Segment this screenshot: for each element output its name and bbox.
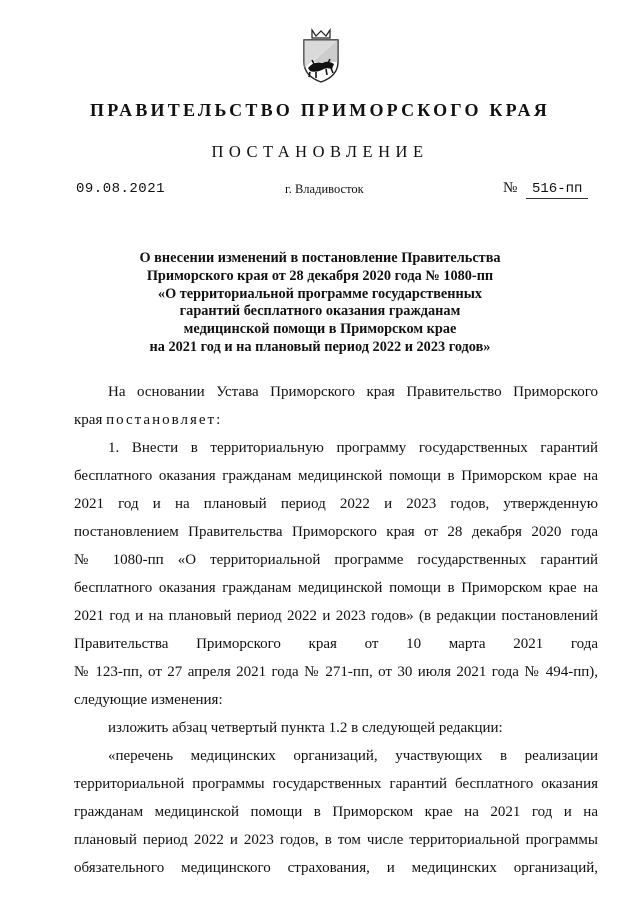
body-line: плановый период 2022 и 2023 годов, в том числе территориальной программы <box>74 832 598 848</box>
body-line: № 123-пп, от 27 апреля 2021 года № 271-пп, от 30 июля 2021 года № 494-пп), <box>74 664 598 680</box>
body-line <box>74 410 598 430</box>
document-date: 09.08.2021 <box>76 181 166 197</box>
body-line: Правительства Приморского края от 10 марта 2021 года <box>74 636 598 652</box>
document-type: ПОСТАНОВЛЕНИЕ <box>211 142 429 161</box>
body-line: бесплатного оказания гражданам медицинской помощи в Приморском крае на <box>74 580 598 596</box>
subject-line: на 2021 год и на плановый период 2022 и 2023 годов» <box>149 338 491 355</box>
body-line: 2021 год и на плановый период 2022 и 2023 годов» (в редакции постановлений <box>74 608 598 624</box>
coat-of-arms-emblem <box>300 28 342 84</box>
body-line: гражданам медицинской помощи в Приморском крае на 2021 год и на <box>74 804 598 820</box>
body-line: территориальной программы государственных гарантий бесплатного оказания <box>74 776 598 792</box>
body-word-spaced: постановляет: <box>106 412 223 428</box>
body-line: обязательного медицинского страхования, и медицинских организаций, <box>74 860 598 876</box>
number-sign: № <box>503 180 518 196</box>
body-line: бесплатного оказания гражданам медицинской помощи в Приморском крае на <box>74 468 598 484</box>
body-line: постановлением Правительства Приморского края от 28 декабря 2020 года <box>74 524 598 540</box>
subject-line: медицинской помощи в Приморском крае <box>183 321 457 338</box>
document-city: г. Владивосток <box>285 182 364 196</box>
body-word: края <box>74 412 103 428</box>
body-line: изложить абзац четвертый пункта 1.2 в следующей редакции: <box>108 720 503 736</box>
body-line: 1. Внести в территориальную программу государственных гарантий <box>108 440 598 456</box>
government-title: ПРАВИТЕЛЬСТВО ПРИМОРСКОГО КРАЯ <box>90 100 550 120</box>
body-line: На основании Устава Приморского края Правительство Приморского <box>108 384 598 400</box>
document-subject <box>100 250 540 357</box>
document-number: 516-пп <box>526 181 588 199</box>
body-line: «перечень медицинских организаций, участвующих в реализации <box>108 748 598 764</box>
subject-line: О внесении изменений в постановление Правительства <box>139 250 501 266</box>
subject-line: Приморского края от 28 декабря 2020 года № 1080-пп <box>146 267 494 284</box>
body-line: 2021 год и на плановый период 2022 и 2023 годов, утвержденную <box>74 496 598 512</box>
subject-line: «О территориальной программе государственных <box>157 285 483 302</box>
subject-line: гарантий бесплатного оказания гражданам <box>179 303 461 320</box>
body-line: № 1080-пп «О территориальной программе государственных гарантий <box>74 552 598 568</box>
body-line: следующие изменения: <box>74 692 223 708</box>
